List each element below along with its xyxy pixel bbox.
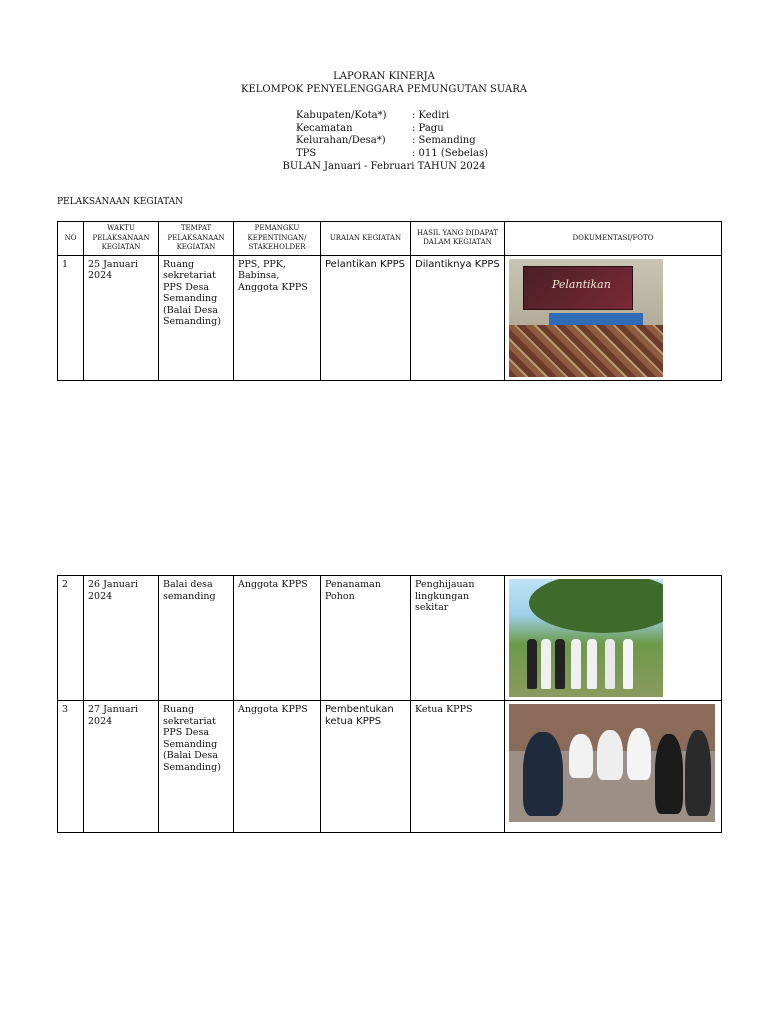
cell-no: 1: [58, 255, 84, 380]
cell-uraian: Pembentukan ketua KPPS: [321, 701, 411, 833]
cell-waktu: 27 Januari 2024: [84, 701, 159, 833]
report-period: BULAN Januari - Februari TAHUN 2024: [282, 161, 486, 172]
stage-banner: [523, 266, 633, 310]
cell-stakeholder: Anggota KPPS: [234, 576, 321, 701]
meta-row-tps: [296, 148, 488, 161]
meta-label: Kecamatan: [296, 122, 353, 134]
activity-table-continued: [57, 575, 722, 833]
cell-no: 3: [58, 701, 84, 833]
report-title: LAPORAN KINERJA: [333, 71, 435, 82]
cell-stakeholder: Anggota KPPS: [234, 701, 321, 833]
cell-waktu: 26 Januari 2024: [84, 576, 159, 701]
report-subtitle: KELOMPOK PENYELENGGARA PEMUNGUTAN SUARA: [240, 84, 527, 95]
cell-uraian: Penanaman Pohon: [321, 576, 411, 701]
table-row: [58, 255, 722, 380]
cell-uraian: Pelantikan KPPS: [321, 255, 411, 380]
column-header-no: NO: [58, 222, 84, 256]
section-title: PELAKSANAAN KEGIATAN: [57, 197, 184, 207]
column-header-dokumentasi: DOKUMENTASI/FOTO: [505, 222, 722, 256]
column-header-uraian: URAIAN KEGIATAN: [321, 222, 411, 256]
column-header-hasil: HASIL YANG DIDAPAT DALAM KEGIATAN: [411, 222, 505, 256]
meta-value: : Pagu: [412, 122, 444, 134]
tree-canopy: [529, 579, 663, 633]
meta-label: Kelurahan/Desa*): [296, 135, 386, 146]
meta-row-kelurahan: [296, 135, 488, 148]
meta-label: Kabupaten/Kota*): [296, 110, 387, 121]
column-header-waktu: WAKTU PELAKSANAAN KEGIATAN: [84, 222, 159, 256]
meta-value: : 011 (Sebelas): [412, 147, 488, 159]
meta-row-kecamatan: [296, 123, 488, 136]
cell-dokumentasi: [505, 701, 722, 833]
cell-tempat: Balai desa semanding: [159, 576, 234, 701]
meta-value: : Kediri: [412, 110, 450, 121]
activity-table: [57, 221, 722, 381]
table-header-row: [58, 222, 722, 256]
cell-tempat: Ruang sekretariat PPS Desa Semanding (Balai Desa Semanding): [159, 701, 234, 833]
cell-stakeholder: PPS, PPK, Babinsa, Anggota KPPS: [234, 255, 321, 380]
meeting-photo: [509, 704, 715, 822]
cell-dokumentasi: [505, 576, 722, 701]
report-meta: [296, 110, 488, 160]
tree-planting-photo: [509, 579, 663, 697]
pelantikan-photo: [509, 259, 663, 377]
table-row: [58, 576, 722, 701]
meta-label: TPS: [296, 147, 317, 159]
cell-tempat: Ruang sekretariat PPS Desa Semanding (Balai Desa Semanding): [159, 255, 234, 380]
table-row: [58, 701, 722, 833]
cell-hasil: Penghijauan lingkungan sekitar: [411, 576, 505, 701]
cell-no: 2: [58, 576, 84, 701]
cell-hasil: Ketua KPPS: [411, 701, 505, 833]
cell-dokumentasi: [505, 255, 722, 380]
column-header-tempat: TEMPAT PELAKSANAAN KEGIATAN: [159, 222, 234, 256]
meta-value: : Semanding: [412, 135, 476, 146]
banner-text: Pelantikan: [552, 277, 611, 291]
column-header-stakeholder: PEMANGKU KEPENTINGAN/ STAKEHOLDER: [234, 222, 321, 256]
cell-waktu: 25 Januari 2024: [84, 255, 159, 380]
report-header: [0, 70, 768, 96]
cell-hasil: Dilantiknya KPPS: [411, 255, 505, 380]
meta-row-kabupaten: [296, 110, 488, 123]
